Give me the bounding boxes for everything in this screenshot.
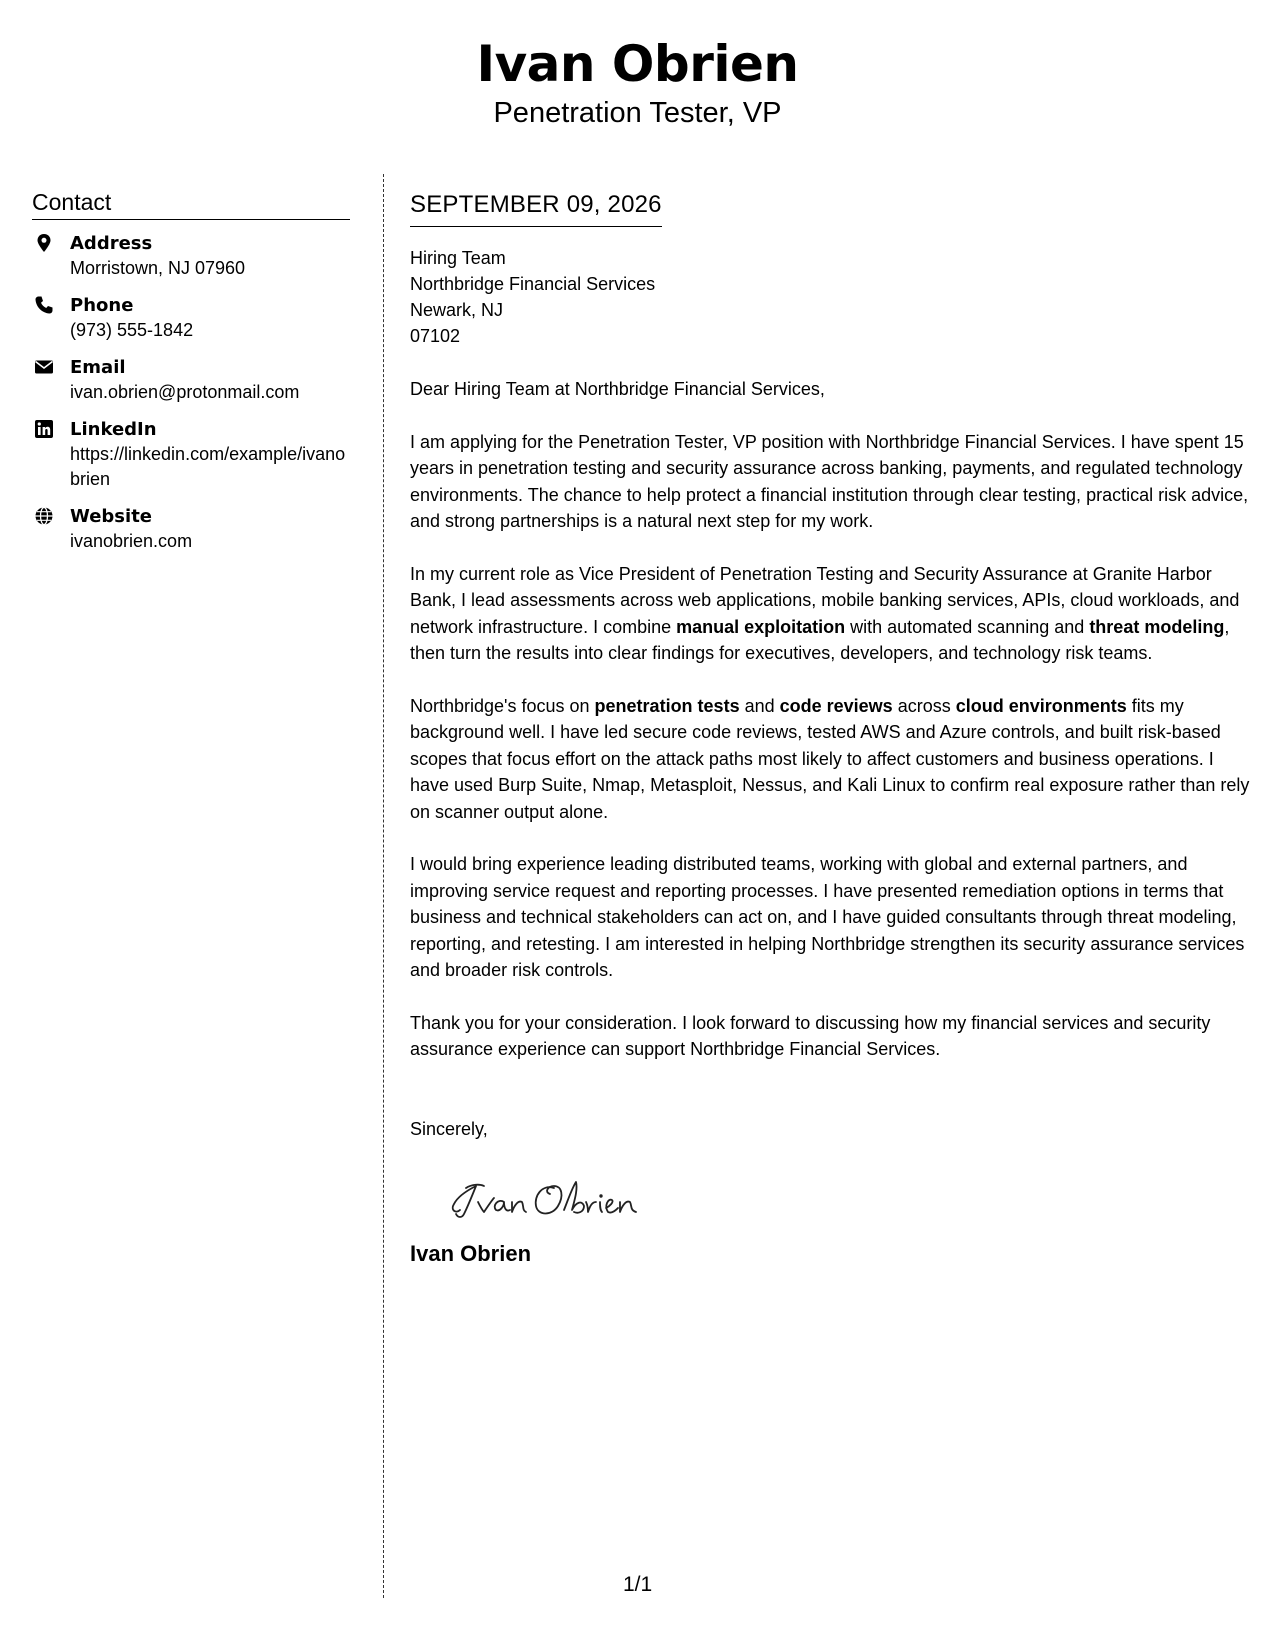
contact-item-address <box>32 231 350 281</box>
contact-heading: Contact <box>32 188 350 220</box>
letter-date: SEPTEMBER 09, 2026 <box>410 191 662 218</box>
contact-label: LinkedIn <box>70 419 157 440</box>
recipient-block <box>410 245 1255 349</box>
contact-value: ivan.obrien@protonmail.com <box>70 382 300 402</box>
contact-item-phone <box>32 293 350 343</box>
paragraph-thanks: Thank you for your consideration. I look forward to discussing how my financial services and security assurance experience can support Northbridge Financial Services. <box>410 1012 1211 1059</box>
emphasis-text: code reviews <box>779 695 893 716</box>
recipient-line: Hiring Team <box>410 248 506 268</box>
recipient-line: Newark, NJ <box>410 300 504 320</box>
paragraph-fit <box>410 693 1255 826</box>
globe-icon <box>34 506 54 526</box>
text-span: In my current role as Vice President of Penetration Testing and Security Assurance at Granite Harbor Bank, I lead assessments across web applications, mobile banking services, APIs, cloud workloads, and network infrastructure. I combine <box>410 563 1240 637</box>
letter-body <box>410 190 1255 1268</box>
contact-label: Website <box>70 506 153 527</box>
envelope-icon <box>34 357 54 377</box>
column-divider <box>383 174 384 1598</box>
letter-header <box>0 32 1275 130</box>
date-block <box>410 190 662 227</box>
closing: Sincerely, <box>410 1118 488 1139</box>
contact-label: Phone <box>70 295 134 316</box>
text-span: with automated scanning and <box>845 616 1090 637</box>
paragraph-leadership: I would bring experience leading distributed teams, working with global and external partners, and improving service request and reporting processes. I have presented remediation options in terms that business and technical stakeholders can act on, and I have guided consultants through threat modeling, reporting, and retesting. I am interested in helping Northbridge strengthen its security assurance services and broader risk controls. <box>410 854 1245 980</box>
contact-list <box>32 231 350 554</box>
text-span: Northbridge's focus on <box>410 695 595 716</box>
contact-label: Address <box>70 233 153 254</box>
contact-sidebar <box>32 188 350 566</box>
paragraph-intro: I am applying for the Penetration Tester, VP position with Northbridge Financial Services. I have spent 15 years in penetration testing and security assurance across banking, payments, and regulated technology environments. The chance to help protect a financial institution through clear testing, practical risk advice, and strong partnerships is a natural next step for my work. <box>410 431 1249 531</box>
applicant-name: Ivan Obrien <box>476 35 799 93</box>
emphasis-text: manual exploitation <box>676 616 846 637</box>
handwritten-signature <box>446 1166 646 1226</box>
recipient-line: 07102 <box>410 326 461 346</box>
emphasis-text: cloud environments <box>955 695 1127 716</box>
emphasis-text: penetration tests <box>594 695 740 716</box>
emphasis-text: threat modeling <box>1089 616 1225 637</box>
contact-item-email <box>32 355 350 405</box>
contact-value: Morristown, NJ 07960 <box>70 258 246 278</box>
signer-name: Ivan Obrien <box>410 1240 532 1266</box>
contact-item-website <box>32 504 350 554</box>
page-number: 1/1 <box>623 1573 653 1596</box>
contact-value: (973) 555-1842 <box>70 320 194 340</box>
applicant-role: Penetration Tester, VP <box>493 97 782 129</box>
salutation: Dear Hiring Team at Northbridge Financial Services, <box>410 379 825 399</box>
contact-item-linkedin <box>32 417 350 492</box>
text-span: fits my background well. I have led secure code reviews, tested AWS and Azure controls, and built risk-based scopes that focus effort on the attack paths most likely to affect customers and business operations. I have used Burp Suite, Nmap, Metasploit, Nessus, and Kali Linux to confirm real exposure rather than rely on scanner output alone. <box>410 695 1250 822</box>
recipient-line: Northbridge Financial Services <box>410 274 656 294</box>
phone-icon <box>34 295 54 315</box>
text-span: , then turn the results into clear findings for executives, developers, and technology risk teams. <box>410 616 1230 663</box>
map-pin-icon <box>34 233 54 253</box>
contact-value[interactable]: https://linkedin.com/example/ivanobrien <box>70 444 346 489</box>
contact-label: Email <box>70 357 126 378</box>
text-span: and <box>739 695 780 716</box>
contact-value[interactable]: ivanobrien.com <box>70 531 193 551</box>
paragraph-current-role <box>410 561 1255 667</box>
text-span: across <box>892 695 956 716</box>
linkedin-icon <box>34 419 54 439</box>
